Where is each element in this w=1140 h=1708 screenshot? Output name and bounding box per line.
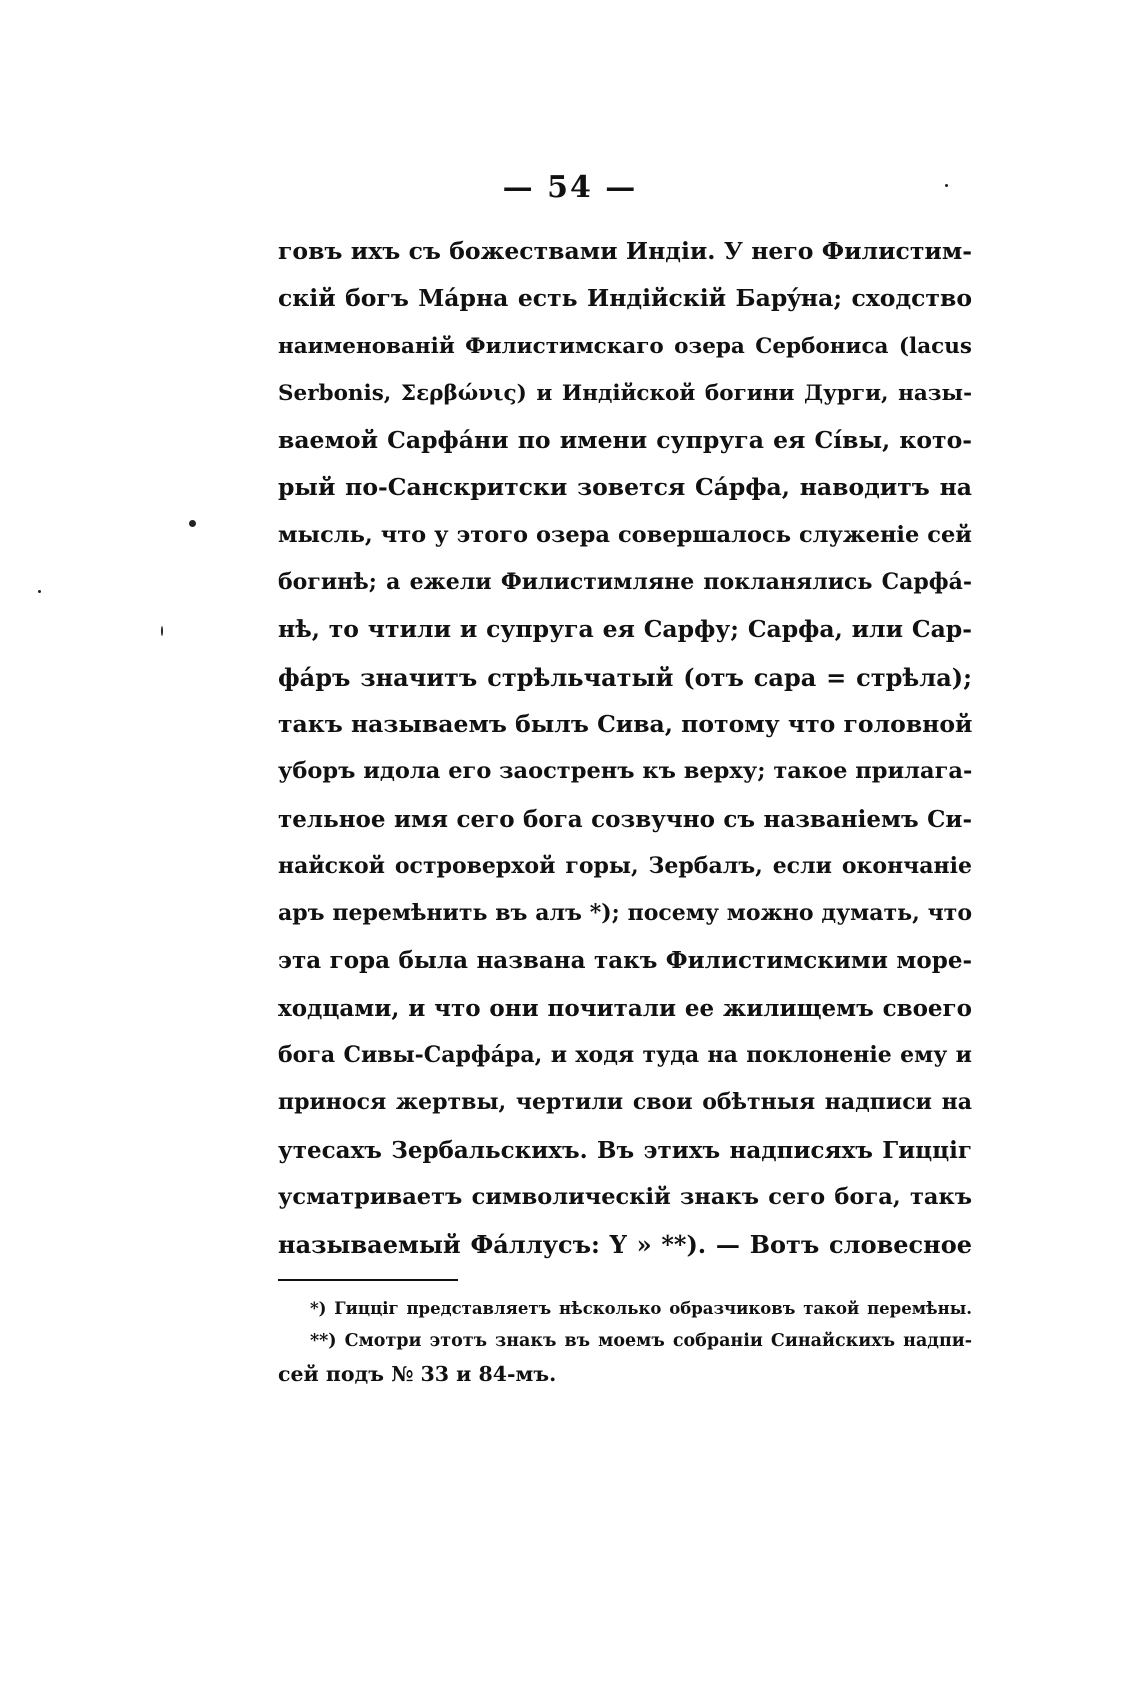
- text-line: нѣ, то чтили и супруга ея Сарфу; Сарфа, или Сар-: [278, 615, 972, 644]
- text-line: ваемой Сарфáни по имени супруга ея Сíвы, кото-: [278, 426, 972, 455]
- footnote: *) Гицціг представляетъ нѣсколько образчиковъ такой перемѣны.: [310, 1299, 972, 1318]
- footnote: **) Смотри этотъ знакъ въ моемъ собраніи Синайскихъ надпи-: [310, 1331, 972, 1351]
- text-line: скій богъ Mápна есть Индійскій Барýна; сходство: [278, 284, 972, 313]
- scan-speck: [945, 184, 948, 187]
- text-line: богинѣ; а ежели Филистимляне покланялись Сарфá-: [278, 569, 972, 596]
- text-line: эта гора была названа такъ Филистимскими море-: [278, 947, 972, 975]
- text-line: найской островерхой горы, Зербалъ, если окончаніе: [278, 852, 972, 879]
- text-line: наименованій Филистимскаго озера Сербониса (lacus: [278, 333, 972, 359]
- text-line: утесахъ Зербальскихъ. Въ этихъ надписяхъ Гицціг: [278, 1136, 972, 1164]
- text-line: фáръ значитъ стрѣльчатый (отъ сара = стрѣла);: [278, 662, 972, 692]
- text-line: бога Сивы-Сарфáра, и ходя туда на поклоненіе ему и: [278, 1042, 972, 1069]
- text-line: тельное имя сего бога созвучно съ названіемъ Си-: [278, 805, 972, 833]
- text-line: принося жертвы, чертили свои обѣтныя надписи на: [278, 1089, 972, 1116]
- text-line: усматриваетъ символическій знакъ сего бога, такъ: [278, 1183, 972, 1210]
- text-line: говъ ихъ съ божествами Индіи. У него Филистим-: [278, 237, 972, 265]
- text-line: уборъ идола его заостренъ къ верху; такое прилага-: [278, 758, 973, 785]
- text-line: ходцами, и что они почитали ее жилищемъ своего: [278, 994, 972, 1022]
- scan-speck: [161, 626, 163, 636]
- text-line: мысль, что у этого озера совершалось служеніе сей: [278, 521, 972, 548]
- text-line: аръ перемѣнить въ алъ *); посему можно думать, что: [278, 900, 972, 927]
- text-line: Serbonis, Σερβώνις) и Индійской богини Дурги, назы-: [278, 380, 972, 406]
- page-number: — 54 —: [502, 170, 638, 205]
- text-line: рый по-Санскритски зовется Сáрфа, наводитъ на: [278, 473, 972, 502]
- footnote: сей подъ № 33 и 84-мъ.: [278, 1362, 557, 1386]
- scan-speck: [38, 590, 41, 593]
- text-line: называемый Фáллусъ: Y » **). — Вотъ словесное: [278, 1230, 972, 1260]
- text-line: такъ называемъ былъ Сива, потому что головной: [278, 709, 973, 738]
- footnotes: [278, 1292, 972, 1391]
- footnote-separator: [278, 1279, 458, 1281]
- main-text: [278, 228, 972, 1269]
- scan-speck: [189, 520, 196, 527]
